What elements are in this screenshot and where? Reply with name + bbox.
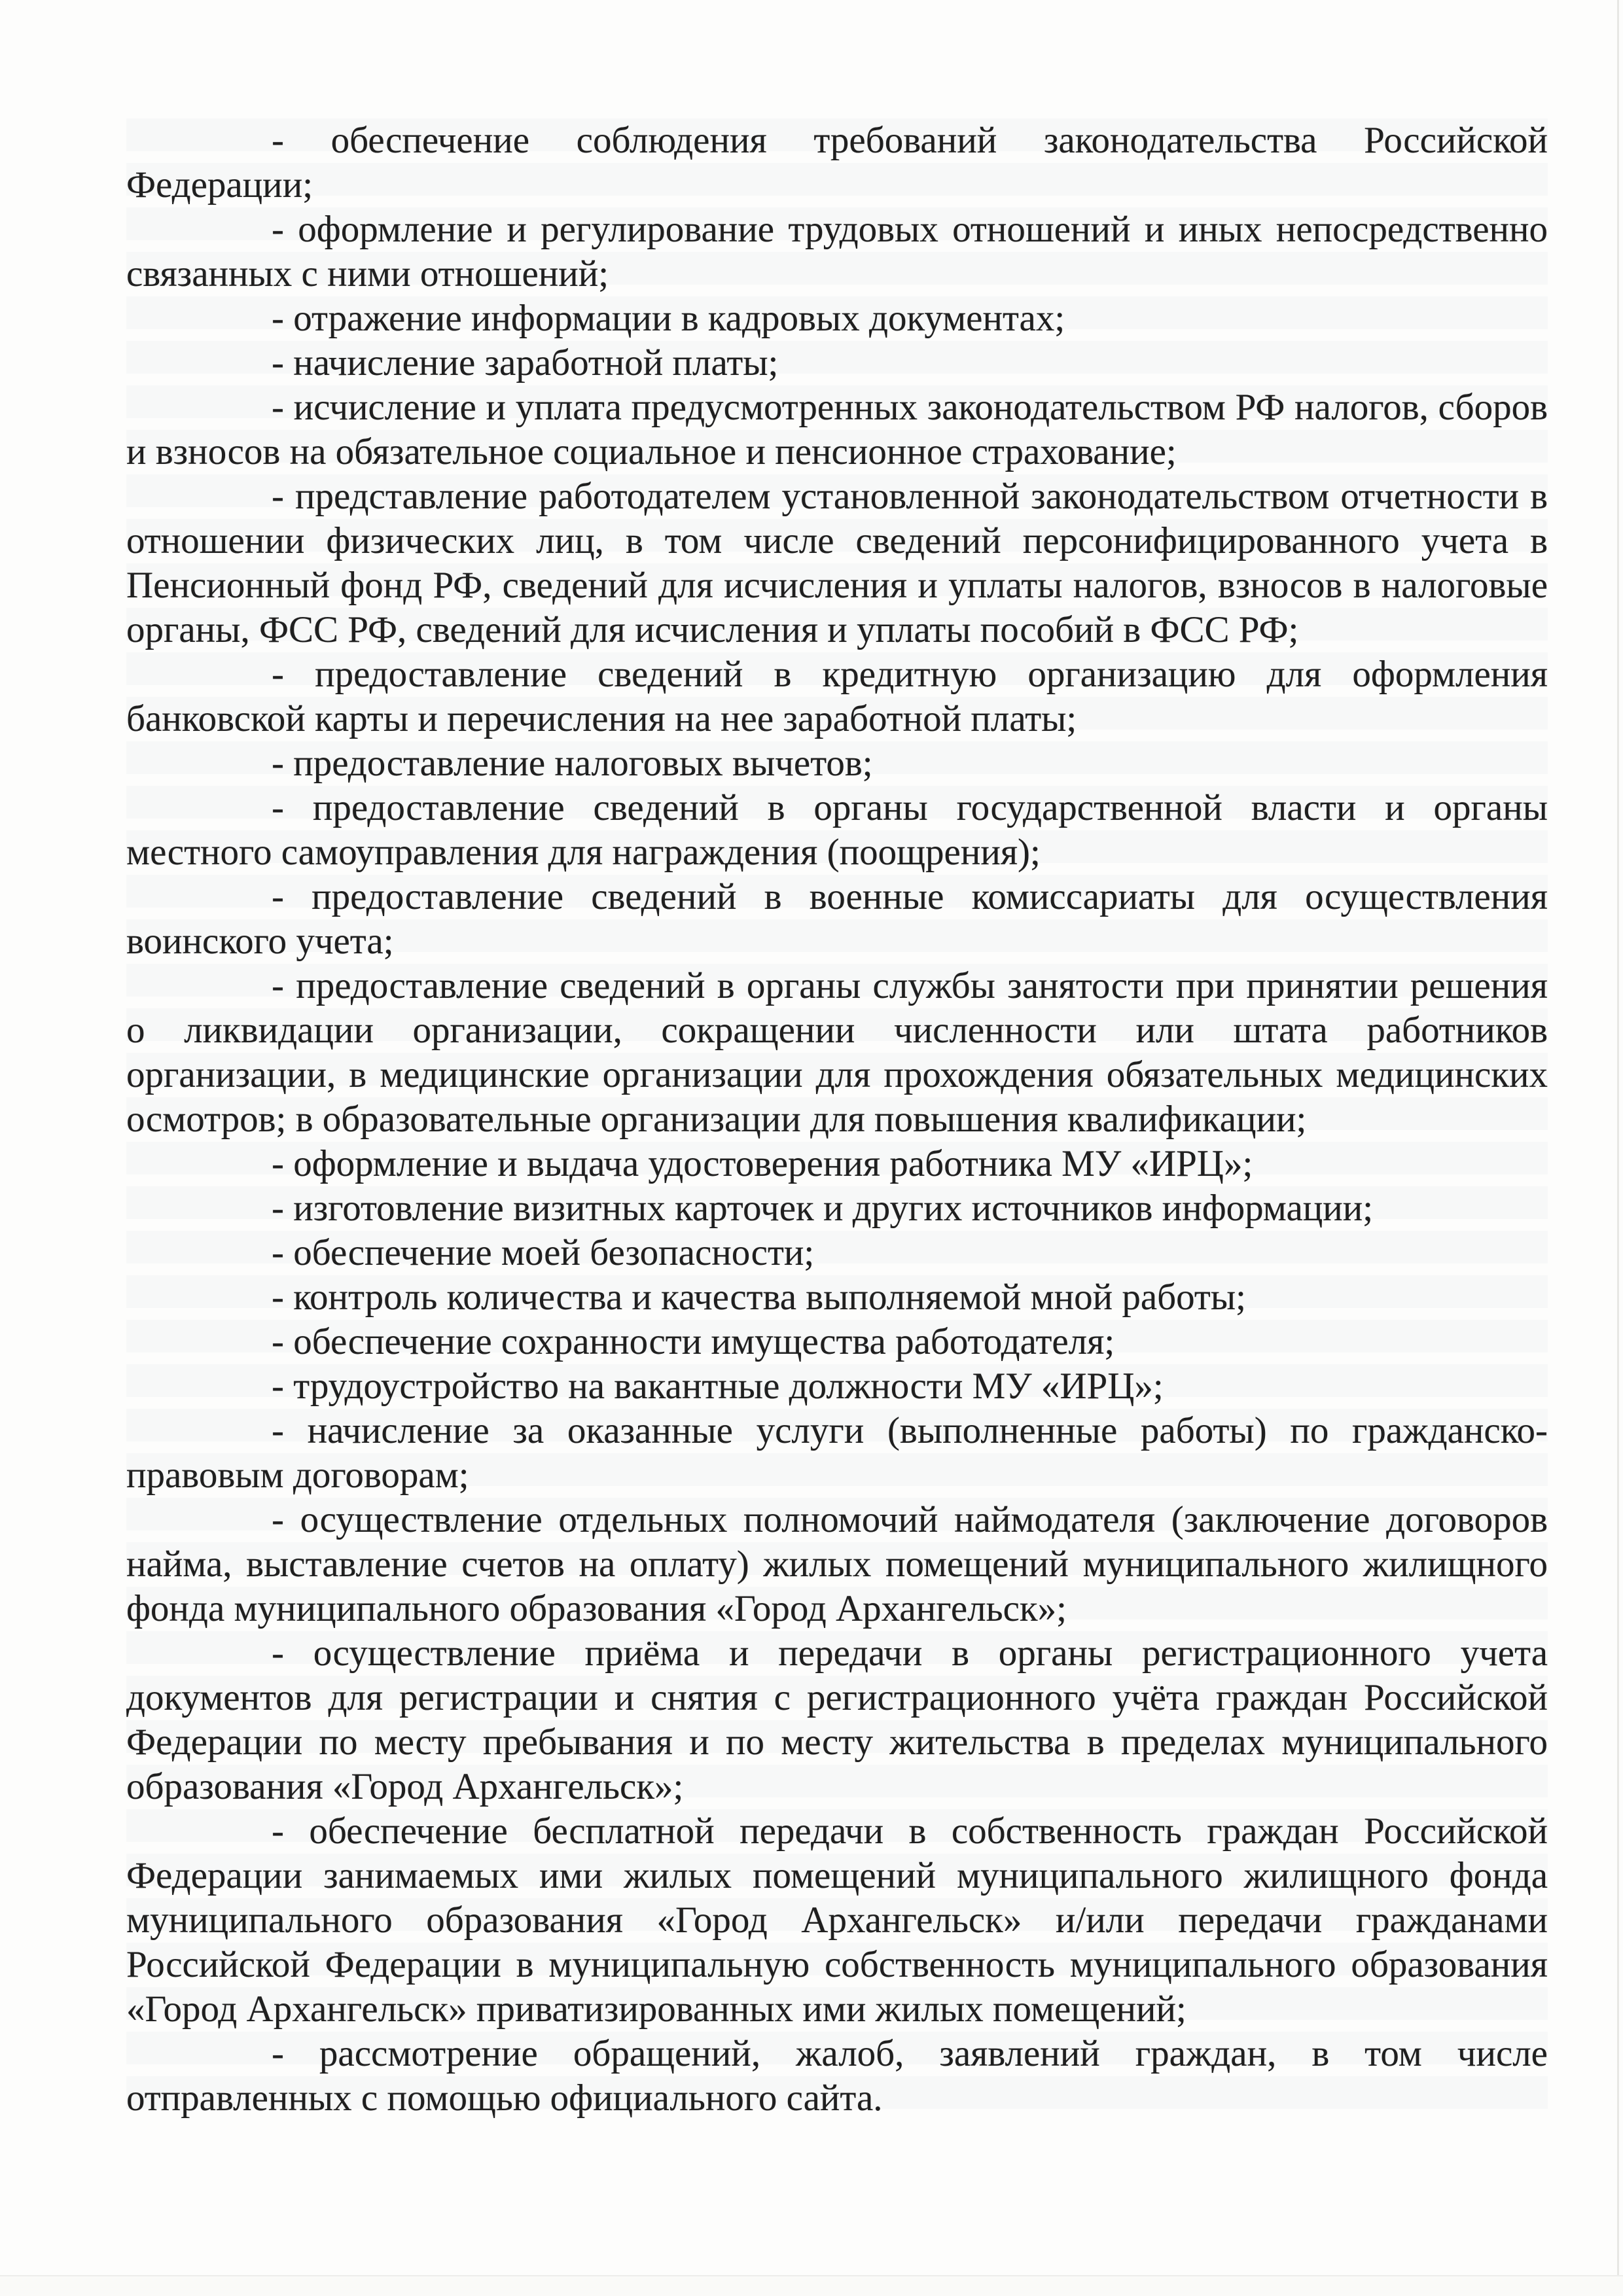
list-item: - исчисление и уплата предусмотренных законодательством РФ налогов, сборов и взносов на обязательное социальное и пенсионное страхование; xyxy=(126,387,1548,472)
list-item: - рассмотрение обращений, жалоб, заявлений граждан, в том числе отправленных с помощью официального сайта. xyxy=(126,2033,1548,2119)
list-item: - начисление заработной платы; xyxy=(272,342,779,383)
list-item: - обеспечение соблюдения требований законодательства Российской Федерации; xyxy=(126,120,1548,205)
list-item: - предоставление сведений в военные комиссариаты для осуществления воинского учета; xyxy=(126,876,1548,962)
list-item: - оформление и регулирование трудовых отношений и иных непосредственно связанных с ними отношений; xyxy=(126,209,1548,294)
list-item: - предоставление сведений в органы службы занятости при принятии решения о ликвидации организации, сокращении численности или штата работников организации, в медицинские организации для прохождения обязательных медицинских осмотров; в образовательные организации для повышения квалификации; xyxy=(126,965,1548,1140)
list-item: - предоставление сведений в органы государственной власти и органы местного самоуправления для награждения (поощрения); xyxy=(126,787,1548,873)
list-item: - обеспечение бесплатной передачи в собственность граждан Российской Федерации занимаемых ими жилых помещений муниципального жилищного фонда муниципального образования «Город Архангельск» и/или передачи гражданами Российской Федерации в муниципальную собственность муниципального образования «Город Архангельск» приватизированных ими жилых помещений; xyxy=(126,1810,1548,2030)
document-body xyxy=(126,118,1548,2121)
list-item: - отражение информации в кадровых документах; xyxy=(272,298,1065,339)
list-item: - предоставление налоговых вычетов; xyxy=(272,743,873,784)
list-item: - обеспечение сохранности имущества работодателя; xyxy=(272,1321,1115,1362)
list-item: - осуществление отдельных полномочий наймодателя (заключение договоров найма, выставление счетов на оплату) жилых помещений муниципального жилищного фонда муниципального образования «Город Архангельск»; xyxy=(126,1499,1548,1629)
scan-right-edge-line xyxy=(1617,0,1619,2296)
list-item: - осуществление приёма и передачи в органы регистрационного учета документов для регистрации и снятия с регистрационного учёта граждан Российской Федерации по месту пребывания и по месту жительства в пределах муниципального образования «Город Архангельск»; xyxy=(126,1633,1548,1807)
list-item: - контроль количества и качества выполняемой мной работы; xyxy=(272,1277,1246,1318)
list-item: - начисление за оказанные услуги (выполненные работы) по гражданско-правовым договорам; xyxy=(126,1410,1548,1496)
list-item: - обеспечение моей безопасности; xyxy=(272,1232,815,1273)
scan-bottom-edge-strip xyxy=(0,2275,1623,2296)
list-item: - оформление и выдача удостоверения работника МУ «ИРЦ»; xyxy=(272,1143,1253,1184)
list-item: - представление работодателем установленной законодательством отчетности в отношении физических лиц, в том числе сведений персонифицированного учета в Пенсионный фонд РФ, сведений для исчисления и уплаты налогов, взносов в налоговые органы, ФСС РФ, сведений для исчисления и уплаты пособий в ФСС РФ; xyxy=(126,476,1548,650)
list-item: - трудоустройство на вакантные должности МУ «ИРЦ»; xyxy=(272,1366,1164,1407)
list-item: - предоставление сведений в кредитную организацию для оформления банковской карты и перечисления на нее заработной платы; xyxy=(126,654,1548,739)
list-item: - изготовление визитных карточек и других источников информации; xyxy=(272,1188,1374,1229)
